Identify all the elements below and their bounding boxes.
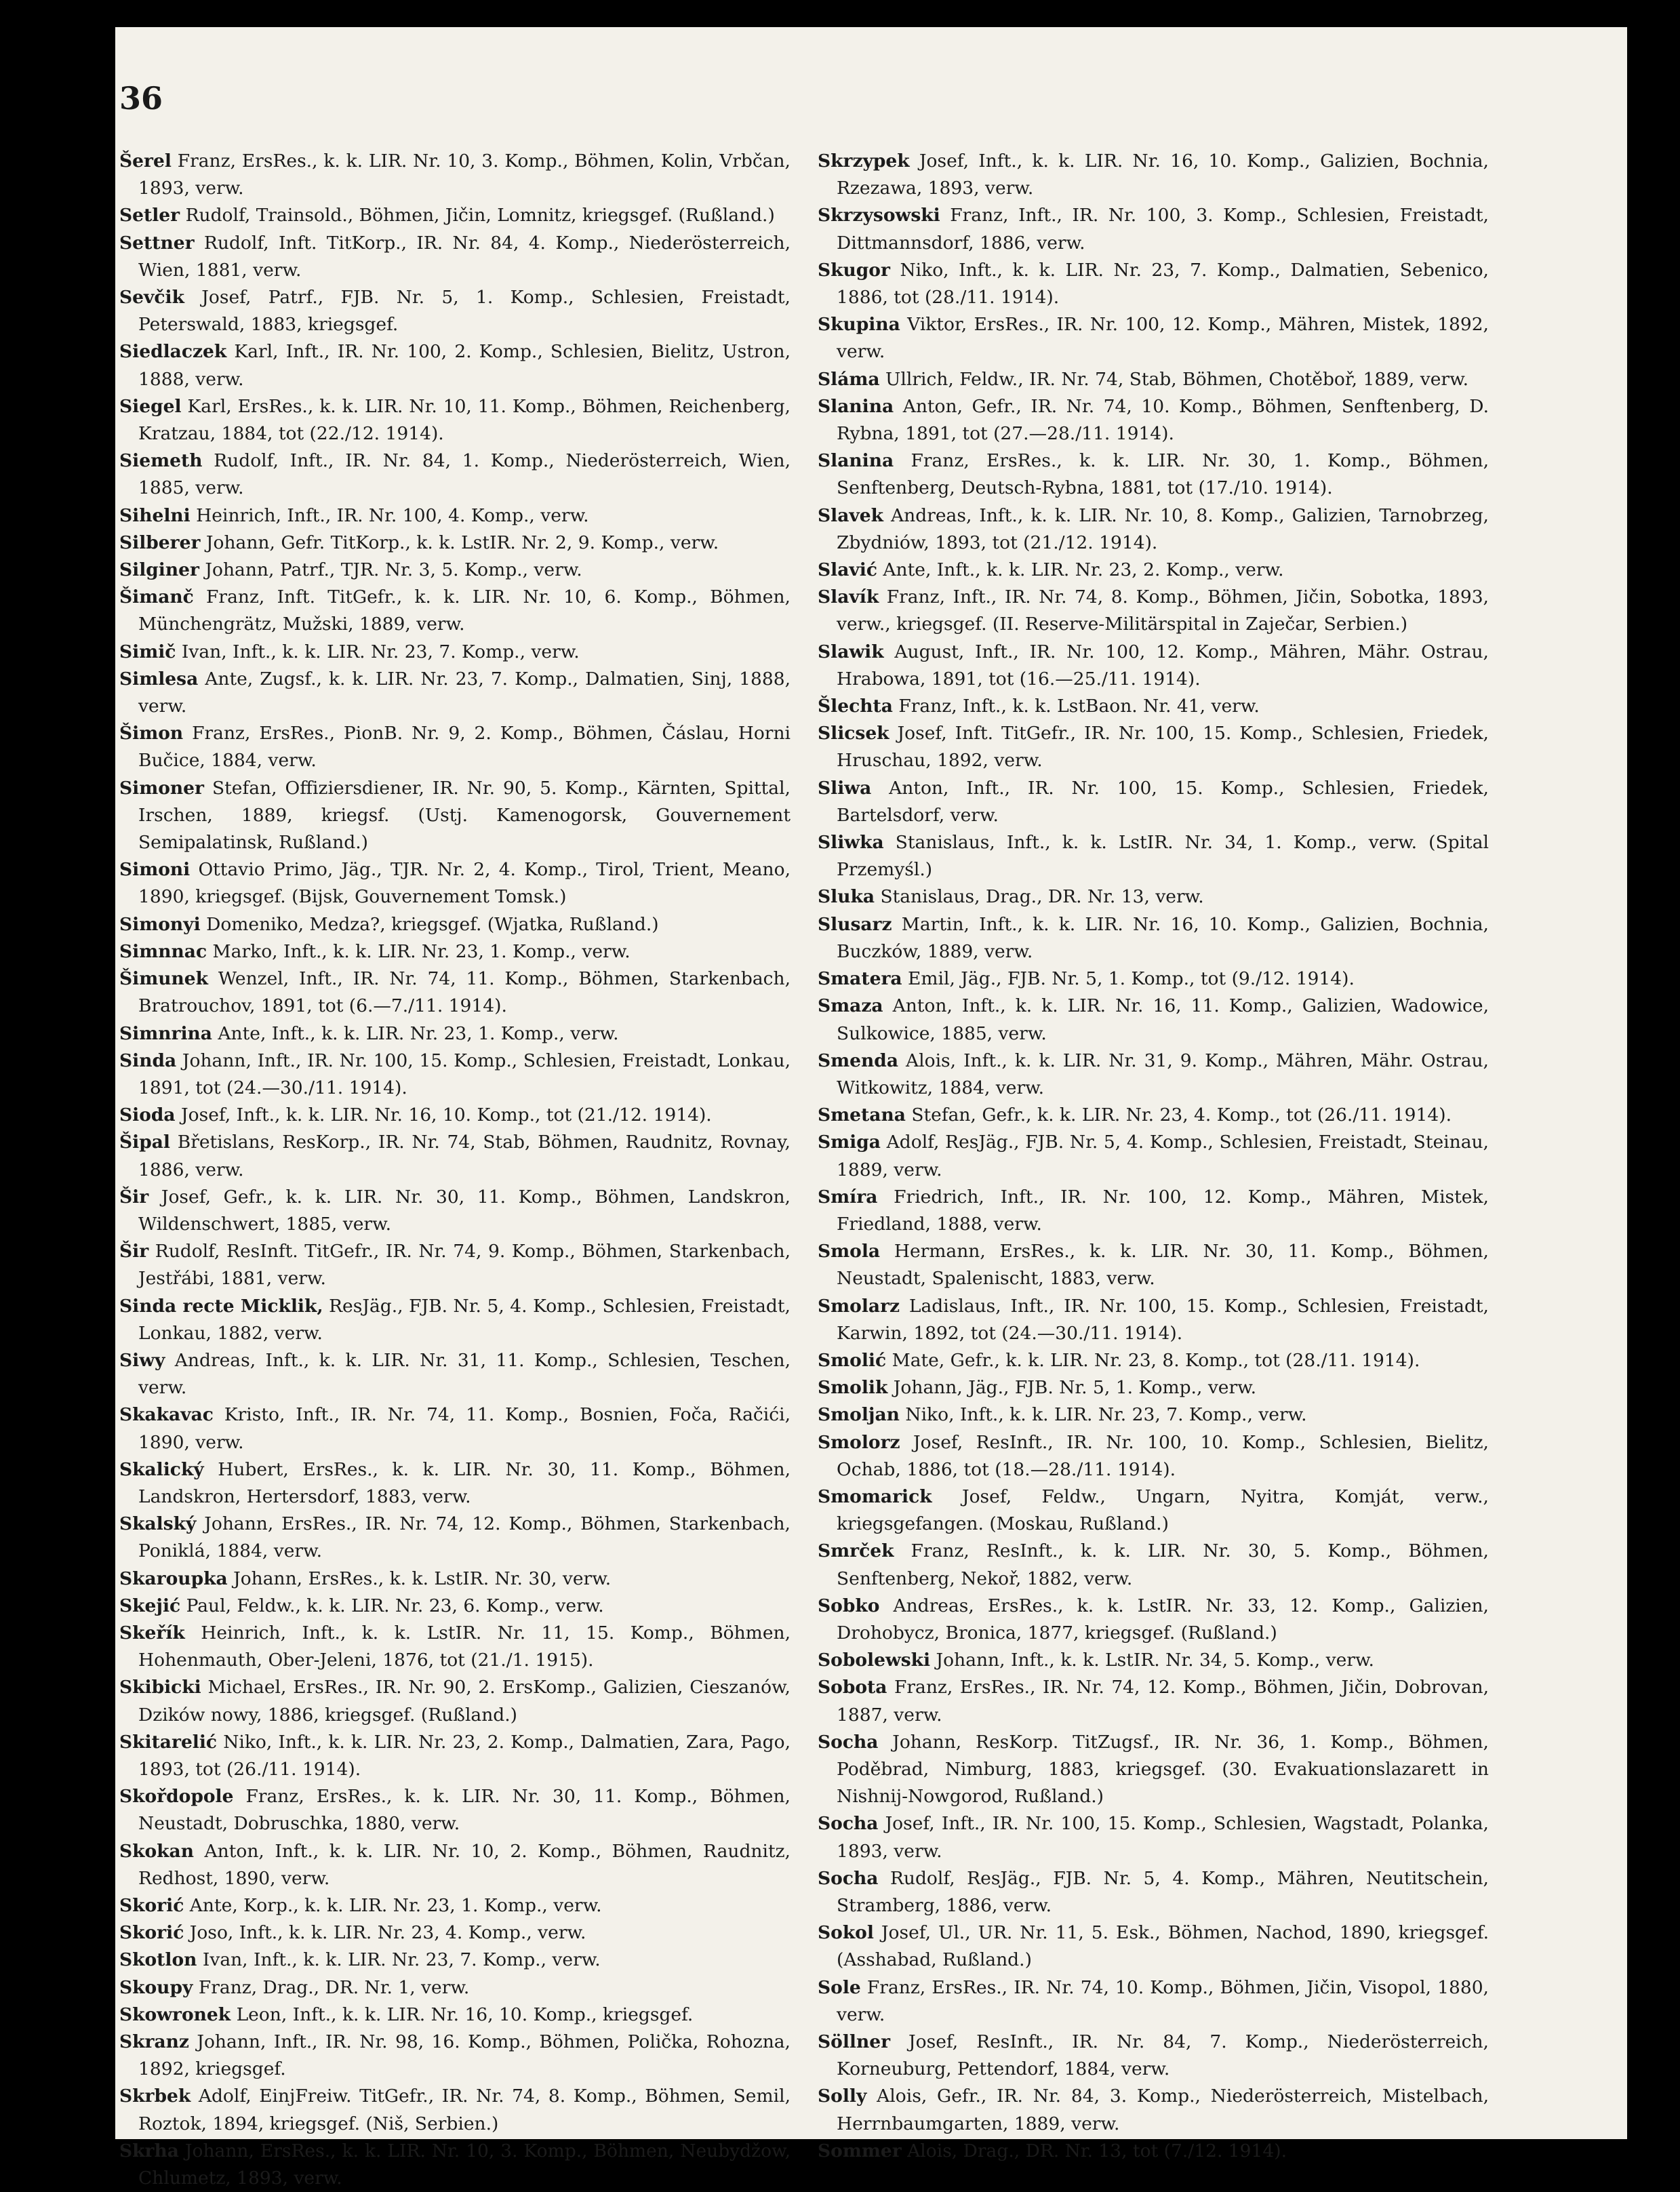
entry-surname: Söllner [818, 2031, 891, 2053]
entry-surname: Skalický [119, 1458, 204, 1480]
entry-surname: Simoner [119, 777, 205, 799]
entry-surname: Smetana [818, 1104, 906, 1126]
casualty-entry [818, 1919, 1489, 1974]
casualty-entry [119, 1783, 791, 1837]
entry-details: Johann, Gefr. TitKorp., k. k. LstIR. Nr. 2, 9. Komp., verw. [205, 532, 719, 553]
casualty-entry [119, 148, 791, 202]
entry-surname: Sluka [818, 886, 875, 908]
entry-surname: Skeřík [119, 1622, 185, 1643]
entry-details: Rudolf, ResInft. TitGefr., IR. Nr. 74, 9. Komp., Böhmen, Starkenbach, Jestřábi, 1881, verw. [138, 1241, 791, 1290]
casualty-entry [119, 1566, 791, 1593]
casualty-entry [119, 202, 791, 229]
entry-surname: Silginer [119, 559, 199, 581]
entry-details: Josef, Inft., k. k. LIR. Nr. 16, 10. Komp., Galizien, Bochnia, Rzezawa, 1893, verw. [837, 151, 1489, 199]
entry-details: August, Inft., IR. Nr. 100, 12. Komp., Mähren, Mähr. Ostrau, Hrabowa, 1891, tot (16.—25./11. 1914). [837, 641, 1489, 690]
entry-surname: Sole [818, 1976, 861, 1998]
entry-details: Mate, Gefr., k. k. LIR. Nr. 23, 8. Komp., tot (28./11. 1914). [892, 1349, 1420, 1371]
entry-details: Franz, ErsRes., k. k. LIR. Nr. 30, 1. Komp., Böhmen, Senftenberg, Deutsch-Rybna, 1881, tot (17./10. 1914). [837, 450, 1489, 499]
entry-surname: Simoni [119, 859, 191, 881]
entry-details: Franz, Drag., DR. Nr. 1, verw. [198, 1976, 470, 1998]
entry-details: Franz, Inft., IR. Nr. 100, 3. Komp., Schlesien, Freistadt, Dittmannsdorf, 1886, verw. [837, 205, 1489, 254]
casualty-entry [119, 856, 791, 911]
casualty-entry [818, 1647, 1489, 1674]
casualty-entry [818, 1729, 1489, 1811]
casualty-entry [818, 366, 1489, 393]
entry-surname: Slawik [818, 641, 884, 662]
entry-surname: Skotlon [119, 1949, 197, 1971]
entry-surname: Skakavac [119, 1404, 214, 1426]
entry-details: Alois, Drag., DR. Nr. 13, tot (7./12. 1914). [907, 2140, 1287, 2161]
entry-surname: Šipal [119, 1132, 170, 1153]
entry-details: Ante, Inft., k. k. LIR. Nr. 23, 2. Komp., verw. [883, 559, 1284, 581]
entry-details: Martin, Inft., k. k. LIR. Nr. 16, 10. Komp., Galizien, Bochnia, Buczków, 1889, verw. [837, 913, 1489, 962]
entry-details: Adolf, ResJäg., FJB. Nr. 5, 4. Komp., Schlesien, Freistadt, Steinau, 1889, verw. [837, 1132, 1489, 1180]
casualty-entry [818, 1238, 1489, 1292]
entry-details: Stefan, Gefr., k. k. LIR. Nr. 23, 4. Komp., tot (26./11. 1914). [911, 1104, 1452, 1126]
entry-surname: Simnnac [119, 940, 207, 962]
casualty-entry [818, 148, 1489, 202]
entry-details: Franz, ResInft., k. k. LIR. Nr. 30, 5. Komp., Böhmen, Senftenberg, Nekoř, 1882, verw. [837, 1540, 1489, 1589]
casualty-entry [818, 911, 1489, 965]
casualty-entry [119, 1620, 791, 1674]
entry-details: Leon, Inft., k. k. LIR. Nr. 16, 10. Komp., kriegsgef. [236, 2004, 694, 2025]
casualty-entry [119, 447, 791, 502]
entry-details: Franz, ErsRes., k. k. LIR. Nr. 30, 11. Komp., Böhmen, Neustadt, Dobruschka, 1880, verw. [138, 1786, 791, 1835]
casualty-entry [818, 502, 1489, 557]
entry-details: Johann, Patrf., TJR. Nr. 3, 5. Komp., verw. [205, 559, 582, 581]
casualty-entry [119, 2083, 791, 2137]
entry-details: Johann, Inft., IR. Nr. 98, 16. Komp., Böhmen, Polička, Rohozna, 1892, kriegsgef. [138, 2031, 791, 2080]
entry-surname: Skorić [119, 1895, 184, 1916]
casualty-entry [119, 502, 791, 530]
entry-details: Anton, Gefr., IR. Nr. 74, 10. Komp., Böhmen, Senftenberg, D. Rybna, 1891, tot (27.—28./11. 1914). [837, 395, 1489, 445]
casualty-entry [818, 1347, 1489, 1374]
entry-surname: Slanina [818, 395, 894, 417]
entry-details: Johann, Jäg., FJB. Nr. 5, 1. Komp., verw. [893, 1377, 1257, 1399]
entry-surname: Slicsek [818, 723, 889, 744]
entry-details: Joso, Inft., k. k. LIR. Nr. 23, 4. Komp., verw. [189, 1922, 586, 1944]
casualty-entry [119, 1102, 791, 1129]
entry-surname: Sinda recte Micklik, [119, 1295, 323, 1317]
casualty-entry [119, 393, 791, 447]
casualty-entry [119, 1974, 791, 2001]
entry-details: Ullrich, Feldw., IR. Nr. 74, Stab, Böhmen, Chotěboř, 1889, verw. [885, 368, 1469, 390]
casualty-entry [119, 584, 791, 638]
entry-surname: Smíra [818, 1186, 878, 1208]
casualty-entry [818, 1865, 1489, 1919]
entry-surname: Šimanč [119, 586, 194, 608]
entry-surname: Skrzypek [818, 151, 910, 172]
casualty-entry [818, 2029, 1489, 2083]
entry-details: Josef, Inft., k. k. LIR. Nr. 16, 10. Komp., tot (21./12. 1914). [181, 1104, 712, 1126]
casualty-entry [119, 1238, 791, 1292]
entry-surname: Slavík [818, 586, 879, 608]
casualty-entry [119, 1919, 791, 1947]
entry-surname: Skrbek [119, 2086, 191, 2107]
casualty-entry [818, 447, 1489, 502]
entry-details: Andreas, Inft., k. k. LIR. Nr. 31, 11. Komp., Schlesien, Teschen, verw. [138, 1349, 791, 1399]
entry-details: Wenzel, Inft., IR. Nr. 74, 11. Komp., Böhmen, Starkenbach, Bratrouchov, 1891, tot (6.—7./11. 1914). [138, 968, 791, 1017]
entry-details: Rudolf, ResJäg., FJB. Nr. 5, 4. Komp., Mähren, Neutitschein, Stramberg, 1886, verw. [837, 1867, 1489, 1916]
entry-details: Franz, Inft., IR. Nr. 74, 8. Komp., Böhmen, Jičin, Sobotka, 1893, verw., kriegsgef. (II. Reserve-Militärspital in Zaječar, Serbien.) [837, 586, 1489, 635]
entry-details: Hermann, ErsRes., k. k. LIR. Nr. 30, 11. Komp., Böhmen, Neustadt, Spalenischt, 1883, verw. [837, 1241, 1489, 1290]
casualty-entry [119, 284, 791, 338]
entry-surname: Skupina [818, 314, 900, 336]
entry-details: Andreas, ErsRes., k. k. LstIR. Nr. 33, 12. Komp., Galizien, Drohobycz, Bronica, 1877, kriegsgef. (Rußland.) [837, 1595, 1489, 1643]
entry-surname: Skugor [818, 259, 890, 281]
casualty-entry [818, 1048, 1489, 1102]
entry-surname: Simlesa [119, 668, 199, 690]
entry-surname: Skowronek [119, 2004, 231, 2025]
casualty-entry [119, 1947, 791, 1974]
entry-details: ResJäg., FJB. Nr. 5, 4. Komp., Schlesien, Freistadt, Lonkau, 1882, verw. [138, 1295, 791, 1344]
casualty-entry [818, 257, 1489, 311]
entry-surname: Sobolewski [818, 1650, 931, 1671]
casualty-entry [818, 1810, 1489, 1865]
entry-details: Paul, Feldw., k. k. LIR. Nr. 23, 6. Komp., verw. [186, 1595, 604, 1616]
casualty-entry [818, 1129, 1489, 1183]
entry-surname: Smomarick [818, 1486, 932, 1507]
entry-details: Franz, ErsRes., IR. Nr. 74, 12. Komp., Böhmen, Jičin, Dobrovan, 1887, verw. [837, 1677, 1489, 1726]
entry-details: Alois, Inft., k. k. LIR. Nr. 31, 9. Komp., Mähren, Mähr. Ostrau, Witkowitz, 1884, verw. [837, 1050, 1489, 1098]
entry-details: Anton, Inft., k. k. LIR. Nr. 10, 2. Komp., Böhmen, Raudnitz, Redhost, 1890, verw. [138, 1840, 791, 1889]
entry-surname: Smenda [818, 1050, 899, 1071]
entry-surname: Šerel [119, 151, 172, 172]
entry-surname: Skoupy [119, 1976, 193, 1998]
entry-details: Michael, ErsRes., IR. Nr. 90, 2. ErsKomp., Galizien, Cieszanów, Dzików nowy, 1886, kriegsgef. (Rußland.) [138, 1677, 791, 1726]
casualty-entry [119, 775, 791, 857]
entry-surname: Siedlaczek [119, 341, 227, 363]
casualty-entry [818, 1102, 1489, 1129]
entry-details: Johann, ResKorp. TitZugsf., IR. Nr. 36, 1. Komp., Böhmen, Poděbrad, Nimburg, 1883, kriegsgef. (30. Evakuationslazarett in Nishnij-Nowgorod, Rußland.) [837, 1731, 1489, 1808]
entry-details: Kristo, Inft., IR. Nr. 74, 11. Komp., Bosnien, Foča, Račići, 1890, verw. [138, 1404, 791, 1453]
entry-details: Hubert, ErsRes., k. k. LIR. Nr. 30, 11. Komp., Böhmen, Landskron, Hertersdorf, 1883, verw. [138, 1458, 791, 1507]
entry-details: Emil, Jäg., FJB. Nr. 5, 1. Komp., tot (9./12. 1914). [908, 968, 1355, 990]
entry-details: Josef, Patrf., FJB. Nr. 5, 1. Komp., Schlesien, Freistadt, Peterswald, 1883, kriegsgef. [138, 287, 791, 336]
entry-surname: Skitarelić [119, 1731, 218, 1753]
entry-details: Johann, Inft., IR. Nr. 100, 15. Komp., Schlesien, Freistadt, Lonkau, 1891, tot (24.—30./11. 1914). [138, 1050, 791, 1098]
entry-details: Ivan, Inft., k. k. LIR. Nr. 23, 7. Komp., verw. [202, 1949, 601, 1971]
entry-surname: Skaroupka [119, 1568, 228, 1589]
casualty-entry [818, 693, 1489, 720]
casualty-entry [119, 720, 791, 774]
entry-surname: Silberer [119, 532, 201, 553]
entry-details: Johann, Inft., k. k. LstIR. Nr. 34, 5. Komp., verw. [936, 1650, 1374, 1671]
casualty-entry [818, 393, 1489, 447]
casualty-entry [119, 1401, 791, 1456]
entry-surname: Smolik [818, 1377, 888, 1399]
entry-surname: Sobota [818, 1677, 887, 1698]
entry-surname: Sliwa [818, 777, 872, 799]
casualty-entry [119, 1129, 791, 1183]
casualty-entry [818, 993, 1489, 1047]
casualty-entry [818, 1429, 1489, 1483]
casualty-entry [818, 1593, 1489, 1647]
entry-surname: Settner [119, 232, 195, 254]
casualty-entry [119, 230, 791, 284]
entry-surname: Sioda [119, 1104, 176, 1126]
entry-details: Josef, ResInft., IR. Nr. 100, 10. Komp., Schlesien, Bielitz, Ochab, 1886, tot (18.—28./11. 1914). [837, 1431, 1489, 1480]
casualty-entry [119, 1892, 791, 1919]
casualty-entry [818, 1401, 1489, 1429]
entry-surname: Simič [119, 641, 176, 662]
page-number: 36 [119, 80, 163, 117]
entry-details: Niko, Inft., k. k. LIR. Nr. 23, 2. Komp., Dalmatien, Zara, Pago, 1893, tot (26./11. 1914). [138, 1731, 791, 1780]
entry-details: Josef, Inft., IR. Nr. 100, 15. Komp., Schlesien, Wagstadt, Polanka, 1893, verw. [837, 1813, 1489, 1862]
entry-details: Ante, Zugsf., k. k. LIR. Nr. 23, 7. Komp., Dalmatien, Sinj, 1888, verw. [138, 668, 791, 717]
entry-details: Anton, Inft., IR. Nr. 100, 15. Komp., Schlesien, Friedek, Bartelsdorf, verw. [837, 777, 1489, 826]
right-column [818, 148, 1489, 2165]
entry-details: Ladislaus, Inft., IR. Nr. 100, 15. Komp., Schlesien, Freistadt, Karwin, 1892, tot (24.—30./11. 1914). [837, 1295, 1489, 1344]
entry-surname: Smolorz [818, 1431, 900, 1453]
casualty-entry [119, 1593, 791, 1620]
entry-details: Rudolf, Inft., IR. Nr. 84, 1. Komp., Niederösterreich, Wien, 1885, verw. [138, 450, 791, 499]
entry-surname: Sobko [818, 1595, 880, 1616]
casualty-entry [119, 938, 791, 965]
entry-surname: Šimunek [119, 968, 208, 990]
entry-details: Josef, Inft. TitGefr., IR. Nr. 100, 15. Komp., Schlesien, Friedek, Hruschau, 1892, verw. [837, 723, 1489, 772]
entry-details: Franz, Inft., k. k. LstBaon. Nr. 41, verw. [898, 696, 1260, 717]
casualty-entry [818, 1184, 1489, 1238]
casualty-entry [119, 1456, 791, 1511]
entry-surname: Slavek [818, 504, 883, 526]
entry-details: Rudolf, Inft. TitKorp., IR. Nr. 84, 4. Komp., Niederösterreich, Wien, 1881, verw. [138, 232, 791, 281]
entry-surname: Simonyi [119, 913, 201, 935]
entry-details: Anton, Inft., k. k. LIR. Nr. 16, 11. Komp., Galizien, Wadowice, Sulkowice, 1885, verw. [837, 995, 1489, 1044]
casualty-entry [818, 557, 1489, 584]
entry-details: Josef, Gefr., k. k. LIR. Nr. 30, 11. Komp., Böhmen, Landskron, Wildenschwert, 1885, verw. [138, 1186, 791, 1235]
entry-surname: Skořdopole [119, 1786, 234, 1808]
entry-surname: Smatera [818, 968, 902, 990]
entry-surname: Sokol [818, 1922, 874, 1944]
casualty-entry [818, 1293, 1489, 1347]
casualty-entry [818, 1974, 1489, 2029]
entry-surname: Socha [818, 1867, 879, 1889]
entry-surname: Simnrina [119, 1022, 212, 1044]
entry-surname: Smiga [818, 1132, 881, 1153]
entry-surname: Slavić [818, 559, 877, 581]
entry-details: Heinrich, Inft., IR. Nr. 100, 4. Komp., verw. [196, 504, 589, 526]
entry-details: Franz, ErsRes., PionB. Nr. 9, 2. Komp., Böhmen, Čáslau, Horni Bučice, 1884, verw. [138, 723, 791, 772]
casualty-entry [119, 1020, 791, 1048]
entry-details: Heinrich, Inft., k. k. LstIR. Nr. 11, 15. Komp., Böhmen, Hohenmauth, Ober-Jeleni, 1876, tot (21./1. 1915). [138, 1622, 791, 1671]
entry-details: Viktor, ErsRes., IR. Nr. 100, 12. Komp., Mähren, Mistek, 1892, verw. [837, 314, 1489, 363]
entry-surname: Sinda [119, 1050, 177, 1071]
casualty-entry [119, 639, 791, 666]
casualty-entry [818, 2083, 1489, 2137]
entry-surname: Setler [119, 205, 180, 226]
casualty-entry [818, 883, 1489, 911]
casualty-entry [119, 1293, 791, 1347]
entry-surname: Smaza [818, 995, 883, 1017]
entry-surname: Skokan [119, 1840, 194, 1862]
entry-details: Marko, Inft., k. k. LIR. Nr. 23, 1. Komp., verw. [212, 940, 631, 962]
entry-surname: Siwy [119, 1349, 165, 1371]
entry-surname: Skibicki [119, 1677, 201, 1698]
casualty-entry [818, 2138, 1489, 2165]
casualty-entry [119, 1674, 791, 1728]
casualty-entry [818, 584, 1489, 638]
casualty-entry [119, 666, 791, 720]
entry-surname: Sommer [818, 2140, 902, 2161]
casualty-entry [119, 1184, 791, 1238]
entry-surname: Socha [818, 1731, 879, 1753]
casualty-entry [119, 2138, 791, 2192]
entry-surname: Šir [119, 1186, 149, 1208]
entry-details: Niko, Inft., k. k. LIR. Nr. 23, 7. Komp., verw. [905, 1404, 1307, 1426]
casualty-entry [119, 2029, 791, 2083]
entry-details: Adolf, EinjFreiw. TitGefr., IR. Nr. 74, 8. Komp., Böhmen, Semil, Roztok, 1894, kriegsgef. (Niš, Serbien.) [138, 2086, 791, 2134]
entry-details: Josef, Ul., UR. Nr. 11, 5. Esk., Böhmen, Nachod, 1890, kriegsgef. (Asshabad, Rußland.) [837, 1922, 1489, 1971]
entry-details: Johann, ErsRes., k. k. LstIR. Nr. 30, verw. [233, 1568, 612, 1589]
casualty-entry [119, 1511, 791, 1565]
entry-details: Ante, Inft., k. k. LIR. Nr. 23, 1. Komp., verw. [218, 1022, 619, 1044]
entry-surname: Šimon [119, 723, 184, 744]
entry-details: Ante, Korp., k. k. LIR. Nr. 23, 1. Komp., verw. [189, 1895, 602, 1916]
entry-surname: Skranz [119, 2031, 189, 2053]
entry-details: Friedrich, Inft., IR. Nr. 100, 12. Komp., Mähren, Mistek, Friedland, 1888, verw. [837, 1186, 1489, 1235]
casualty-entry [818, 1483, 1489, 1538]
casualty-entry [818, 1674, 1489, 1728]
casualty-entry [119, 1729, 791, 1783]
casualty-entry [119, 911, 791, 938]
entry-details: Alois, Gefr., IR. Nr. 84, 3. Komp., Niederösterreich, Mistelbach, Herrnbaumgarten, 1889, verw. [837, 2086, 1489, 2134]
entry-details: Niko, Inft., k. k. LIR. Nr. 23, 7. Komp., Dalmatien, Sebenico, 1886, tot (28./11. 1914). [837, 259, 1489, 308]
entry-details: Stefan, Offiziersdiener, IR. Nr. 90, 5. Komp., Kärnten, Spittal, Irschen, 1889, kriegsf. (Ustj. Kamenogorsk, Gouvernement Semipalatinsk, Rußland.) [138, 777, 791, 854]
entry-details: Rudolf, Trainsold., Böhmen, Jičin, Lomnitz, kriegsgef. (Rußland.) [185, 205, 775, 226]
entry-details: Andreas, Inft., k. k. LIR. Nr. 10, 8. Komp., Galizien, Tarnobrzeg, Zbydniów, 1893, tot (21./12. 1914). [837, 504, 1489, 553]
entry-surname: Sihelni [119, 504, 191, 526]
entry-surname: Sevčik [119, 287, 184, 308]
entry-surname: Slusarz [818, 913, 892, 935]
left-column [119, 148, 791, 2192]
entry-details: Břetislans, ResKorp., IR. Nr. 74, Stab, Böhmen, Raudnitz, Rovnay, 1886, verw. [138, 1132, 791, 1180]
entry-surname: Smolić [818, 1349, 887, 1371]
entry-surname: Šlechta [818, 696, 893, 717]
entry-surname: Sliwka [818, 832, 884, 854]
entry-surname: Smrček [818, 1540, 894, 1562]
casualty-entry [818, 1538, 1489, 1592]
entry-surname: Smolarz [818, 1295, 900, 1317]
entry-details: Karl, ErsRes., k. k. LIR. Nr. 10, 11. Komp., Böhmen, Reichenberg, Kratzau, 1884, tot (22./12. 1914). [138, 395, 791, 445]
casualty-entry [818, 639, 1489, 693]
entry-surname: Socha [818, 1813, 879, 1835]
entry-surname: Siemeth [119, 450, 203, 472]
casualty-entry [119, 338, 791, 393]
entry-surname: Skrzysowski [818, 205, 940, 226]
entry-details: Johann, ErsRes., IR. Nr. 74, 12. Komp., Böhmen, Starkenbach, Poniklá, 1884, verw. [138, 1513, 791, 1562]
entry-details: Karl, Inft., IR. Nr. 100, 2. Komp., Schlesien, Bielitz, Ustron, 1888, verw. [138, 341, 791, 390]
entry-surname: Siegel [119, 395, 182, 417]
casualty-entry [119, 1838, 791, 1892]
casualty-entry [119, 1347, 791, 1401]
entry-details: Stanislaus, Drag., DR. Nr. 13, verw. [880, 886, 1204, 908]
entry-surname: Skalský [119, 1513, 197, 1535]
entry-details: Domeniko, Medza?, kriegsgef. (Wjatka, Rußland.) [206, 913, 659, 935]
casualty-entry [119, 557, 791, 584]
casualty-entry [119, 1048, 791, 1102]
entry-details: Franz, Inft. TitGefr., k. k. LIR. Nr. 10, 6. Komp., Böhmen, Münchengrätz, Mužski, 1889, verw. [138, 586, 791, 635]
entry-surname: Skorić [119, 1922, 184, 1944]
entry-details: Ottavio Primo, Jäg., TJR. Nr. 2, 4. Komp., Tirol, Trient, Meano, 1890, kriegsgef. (Bijsk, Gouvernement Tomsk.) [138, 859, 791, 908]
casualty-entry [818, 720, 1489, 774]
entry-details: Josef, Feldw., Ungarn, Nyitra, Komját, verw., kriegsgefangen. (Moskau, Rußland.) [837, 1486, 1489, 1535]
casualty-entry [818, 829, 1489, 883]
casualty-entry [818, 775, 1489, 829]
entry-surname: Smola [818, 1241, 881, 1262]
entry-details: Ivan, Inft., k. k. LIR. Nr. 23, 7. Komp., verw. [181, 641, 580, 662]
entry-surname: Skrha [119, 2140, 179, 2161]
entry-surname: Šir [119, 1241, 149, 1262]
entry-surname: Sláma [818, 368, 880, 390]
entry-surname: Solly [818, 2086, 867, 2107]
entry-details: Johann, ErsRes., k. k. LIR. Nr. 10, 3. Komp., Böhmen, Neubydžow, Chlumetz, 1893, verw. [138, 2140, 791, 2189]
casualty-entry [818, 965, 1489, 993]
casualty-entry [818, 1374, 1489, 1401]
entry-details: Franz, ErsRes., IR. Nr. 74, 10. Komp., Böhmen, Jičin, Visopol, 1880, verw. [837, 1976, 1489, 2025]
entry-details: Stanislaus, Inft., k. k. LstIR. Nr. 34, 1. Komp., verw. (Spital Przemyśl.) [837, 832, 1489, 881]
casualty-entry [119, 2001, 791, 2029]
entry-surname: Smoljan [818, 1404, 900, 1426]
entry-details: Josef, ResInft., IR. Nr. 84, 7. Komp., Niederösterreich, Korneuburg, Pettendorf, 1884, verw. [837, 2031, 1489, 2080]
casualty-entry [119, 965, 791, 1020]
casualty-entry [818, 202, 1489, 256]
entry-details: Franz, ErsRes., k. k. LIR. Nr. 10, 3. Komp., Böhmen, Kolin, Vrbčan, 1893, verw. [138, 151, 791, 199]
casualty-entry [119, 530, 791, 557]
entry-surname: Slanina [818, 450, 894, 472]
entry-surname: Skejić [119, 1595, 181, 1616]
casualty-entry [818, 311, 1489, 365]
